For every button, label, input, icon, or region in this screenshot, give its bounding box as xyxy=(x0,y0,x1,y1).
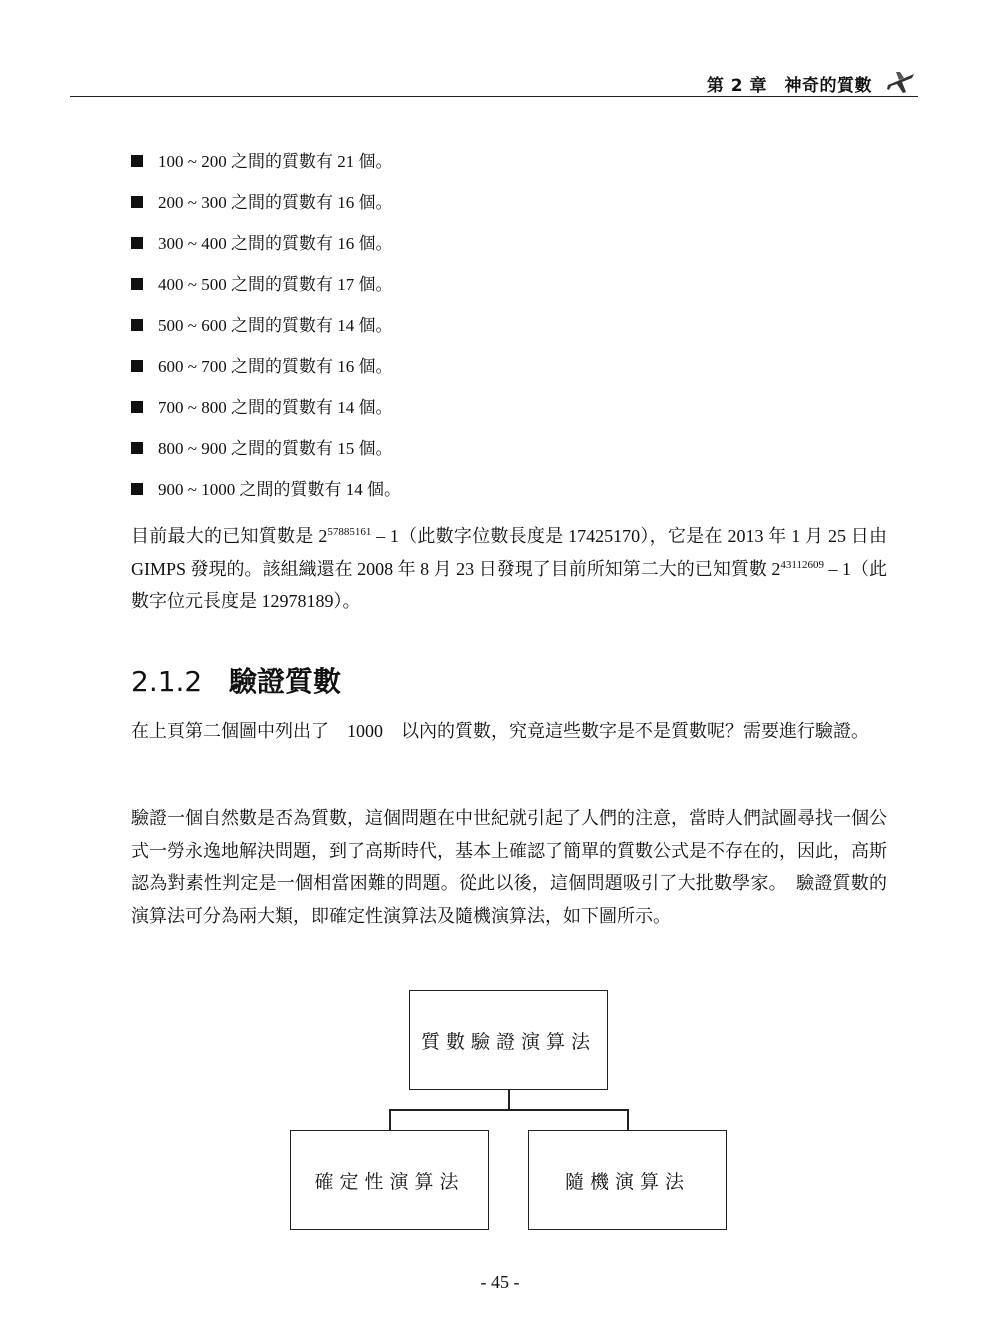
list-item xyxy=(131,148,401,189)
count-text: 之間的質數有 16 個。 xyxy=(230,234,393,253)
paragraph-text: – 1（此數字位數長度是 17425170），它是在 2013 年 1 月 25 日由 GIMPS 發現的。該組織還在 2008 年 8 月 23 日發現了目前所知第二大的已知質數 2 xyxy=(131,526,888,579)
count-text: 之間的質數有 14 個。 xyxy=(239,480,401,499)
diagram-child-node: 確定性演算法 xyxy=(290,1130,489,1230)
range-text: 400 ~ 500 xyxy=(158,275,227,294)
count-text: 之間的質數有 14 個。 xyxy=(230,316,393,335)
list-item xyxy=(131,353,401,394)
range-text: 500 ~ 600 xyxy=(158,316,227,335)
count-text: 之間的質數有 16 個。 xyxy=(230,357,393,376)
page-header xyxy=(70,62,918,97)
paragraph-text: 目前最大的已知質數是 2 xyxy=(131,526,328,546)
square-bullet-icon xyxy=(131,196,143,208)
list-item xyxy=(131,312,401,353)
count-text: 之間的質數有 16 個。 xyxy=(230,193,393,212)
prime-count-list xyxy=(131,148,401,517)
section-title: 驗證質數 xyxy=(229,665,342,698)
diagram-child-node: 隨機演算法 xyxy=(528,1130,727,1230)
square-bullet-icon xyxy=(131,483,143,495)
range-text: 300 ~ 400 xyxy=(158,234,227,253)
square-bullet-icon xyxy=(131,278,143,290)
range-text: 100 ~ 200 xyxy=(158,152,227,171)
list-item xyxy=(131,230,401,271)
count-text: 之間的質數有 15 個。 xyxy=(230,439,393,458)
list-item xyxy=(131,189,401,230)
range-text: 900 ~ 1000 xyxy=(158,480,236,499)
connector-line xyxy=(389,1109,629,1111)
range-text: 600 ~ 700 xyxy=(158,357,227,376)
square-bullet-icon xyxy=(131,442,143,454)
connector-line xyxy=(508,1090,510,1110)
diagram-root-node: 質數驗證演算法 xyxy=(409,990,608,1090)
airplane-icon xyxy=(884,66,918,94)
square-bullet-icon xyxy=(131,155,143,167)
square-bullet-icon xyxy=(131,360,143,372)
range-text: 800 ~ 900 xyxy=(158,439,227,458)
count-text: 之間的質數有 17 個。 xyxy=(230,275,393,294)
square-bullet-icon xyxy=(131,401,143,413)
range-text: 200 ~ 300 xyxy=(158,193,227,212)
list-item xyxy=(131,394,401,435)
range-text: 700 ~ 800 xyxy=(158,398,227,417)
section-number: 2.1.2 xyxy=(131,665,203,698)
page-number: - 45 - xyxy=(480,1272,520,1292)
largest-prime-paragraph xyxy=(131,520,887,618)
intro-paragraph: 在上頁第二個圖中列出了 1000 以內的質數，究竟這些數字是不是質數呢？需要進行驗證。 xyxy=(131,721,869,741)
connector-line xyxy=(389,1109,391,1131)
square-bullet-icon xyxy=(131,237,143,249)
list-item xyxy=(131,435,401,476)
body-paragraph: 驗證一個自然數是否為質數，這個問題在中世紀就引起了人們的注意，當時人們試圖尋找一個公式一勞永逸地解決問題，到了高斯時代，基本上確認了簡單的質數公式是不存在的，因此，高斯認為對素性判定是一個相當困難的問題。從此以後，這個問題吸引了大批數學家。 驗證質數的演算法可分為兩大類，即確定性演算法及隨機演算法，如下圖所示。 xyxy=(131,808,887,926)
square-bullet-icon xyxy=(131,319,143,331)
paragraph-text: – 1（此數字位元長度是 12978189）。 xyxy=(131,558,887,611)
count-text: 之間的質數有 14 個。 xyxy=(230,398,393,417)
count-text: 之間的質數有 21 個。 xyxy=(230,152,393,171)
exponent: 43112609 xyxy=(780,558,824,571)
section-heading xyxy=(131,660,341,700)
exponent: 57885161 xyxy=(327,526,372,538)
list-item xyxy=(131,271,401,312)
connector-line xyxy=(627,1109,629,1131)
chapter-title: 第 2 章 神奇的質數 xyxy=(706,76,872,96)
list-item xyxy=(131,476,401,517)
